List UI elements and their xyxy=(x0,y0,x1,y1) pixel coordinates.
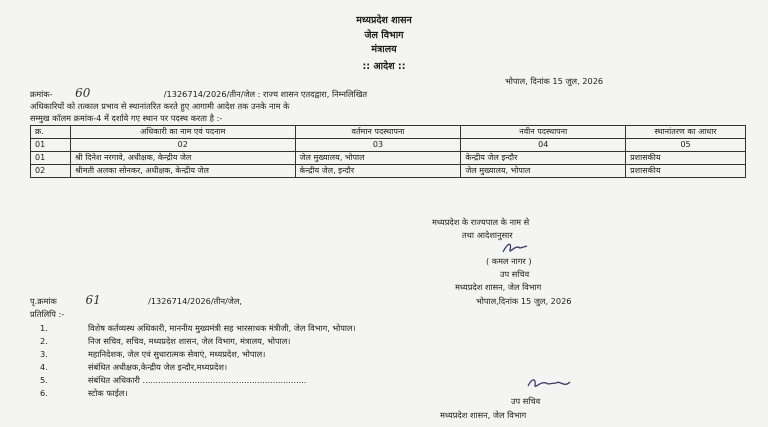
table-cell: 01 xyxy=(31,139,71,152)
table-header-cell: नवीन पदस्थापना xyxy=(461,126,626,139)
sign1-authority: मध्यप्रदेश के राज्यपाल के नाम से xyxy=(432,217,530,227)
order-body-line2: अधिकारियों को तत्काल प्रभाव से स्थानांतरित करते हुए आगामी आदेश तक उनके नाम के xyxy=(30,101,290,111)
table-cell: प्रशासकीय xyxy=(626,165,746,178)
table-row xyxy=(31,152,746,165)
endorsement-number-label: पृ.क्रमांक xyxy=(30,296,57,306)
list-item xyxy=(40,375,307,385)
sign1-name: ( कमल नागर ) xyxy=(486,256,532,266)
sign2-department: मध्यप्रदेश शासन, जेल विभाग xyxy=(440,410,527,420)
endorsement-number-handwritten: 61 xyxy=(85,293,101,307)
table-row xyxy=(31,165,746,178)
endorsement-number-rest: /1326714/2026/तीन/जेल, xyxy=(148,296,242,306)
header-state: मध्यप्रदेश शासन xyxy=(356,15,412,26)
signature-mark xyxy=(526,376,572,392)
order-number-rest: /1326714/2026/तीन/जेल : राज्य शासन एतदद्वारा, निम्नलिखित xyxy=(163,89,368,99)
list-item-text: संबंधित अधीक्षक,केन्द्रीय जेल इन्दौर,मध्यप्रदेश। xyxy=(88,362,228,372)
table-cell: 04 xyxy=(461,139,626,152)
transfer-table xyxy=(30,125,746,178)
table-cell: 02 xyxy=(31,165,71,178)
table-header-cell: स्थानांतरण का आधार xyxy=(626,126,746,139)
table-header-cell: वर्तमान पदस्थापना xyxy=(295,126,461,139)
table-header-cell: अधिकारी का नाम एवं पदनाम xyxy=(70,126,295,139)
list-item-text: निज सचिव, सचिव, मध्यप्रदेश शासन, जेल विभाग, मंत्रालय, भोपाल। xyxy=(88,336,291,346)
header-department: जेल विभाग xyxy=(364,30,404,41)
table-cell: जेल मुख्यालय, भोपाल xyxy=(461,165,626,178)
sign1-department: मध्यप्रदेश शासन, जेल विभाग xyxy=(455,282,542,292)
table-cell: केन्द्रीय जेल, इन्दौर xyxy=(295,165,461,178)
table-cell: केन्द्रीय जेल इन्दौर xyxy=(461,152,626,165)
sign1-order: तथा आदेशानुसार xyxy=(462,230,513,240)
order-body-line3: सम्मुख कॉलम क्रमांक-4 में दर्शाये गए स्थान पर पदस्थ करता है :- xyxy=(30,113,223,123)
list-item xyxy=(40,349,265,359)
order-number-handwritten: 60 xyxy=(75,86,91,100)
table-cell: श्री दिनेश नरगावे, अधीक्षक, केन्द्रीय जेल xyxy=(70,152,295,165)
copy-label: प्रतिलिपि :- xyxy=(30,309,65,319)
table-cell: श्रीमती अलका सोनकर, अधीक्षक, केन्द्रीय जेल xyxy=(70,165,295,178)
list-item xyxy=(40,362,227,372)
list-item-number: 2. xyxy=(40,336,48,346)
list-item-number: 6. xyxy=(40,388,48,398)
table-colnum-row xyxy=(31,139,746,152)
list-item-number: 5. xyxy=(40,375,48,385)
table-cell: प्रशासकीय xyxy=(626,152,746,165)
list-item-number: 1. xyxy=(40,323,48,333)
list-item-number: 4. xyxy=(40,362,48,372)
table-cell: 01 xyxy=(31,152,71,165)
table-cell: 03 xyxy=(295,139,461,152)
header-ministry: मंत्रालय xyxy=(371,44,397,55)
list-item xyxy=(40,323,356,333)
list-item-text: महानिदेशक, जेल एवं सुधारात्मक सेवाएं, मध्यप्रदेश, भोपाल। xyxy=(88,349,266,359)
signature-mark xyxy=(500,240,530,256)
list-item xyxy=(40,388,127,398)
sign2-designation: उप सचिव xyxy=(511,396,541,406)
table-cell: 05 xyxy=(626,139,746,152)
order-place-date: भोपाल, दिनांक 15 जुल, 2026 xyxy=(505,76,604,86)
table-cell: जेल मुख्यालय, भोपाल xyxy=(295,152,461,165)
endorsement-number-line xyxy=(30,295,242,306)
header-order-title: :: आदेश :: xyxy=(362,61,406,72)
order-number-line xyxy=(30,88,367,99)
list-item xyxy=(40,336,290,346)
list-item-text: विशेष कर्तव्यस्थ अधिकारी, माननीय मुख्यमंत्री सह भारसाधक मंत्रीजी, जेल विभाग, भोपाल। xyxy=(88,323,356,333)
list-item-text: संबंधित अधिकारी ............................................................... xyxy=(88,375,307,385)
sign1-designation: उप सचिव xyxy=(500,269,530,279)
endorsement-place-date: भोपाल,दिनांक 15 जुल, 2026 xyxy=(476,296,572,306)
table-header-row xyxy=(31,126,746,139)
table-header-cell: क्र. xyxy=(31,126,71,139)
list-item-text: स्टोक फाईल। xyxy=(88,388,128,398)
table-cell: 02 xyxy=(70,139,295,152)
list-item-number: 3. xyxy=(40,349,48,359)
order-number-label: क्रमांक- xyxy=(30,89,53,99)
